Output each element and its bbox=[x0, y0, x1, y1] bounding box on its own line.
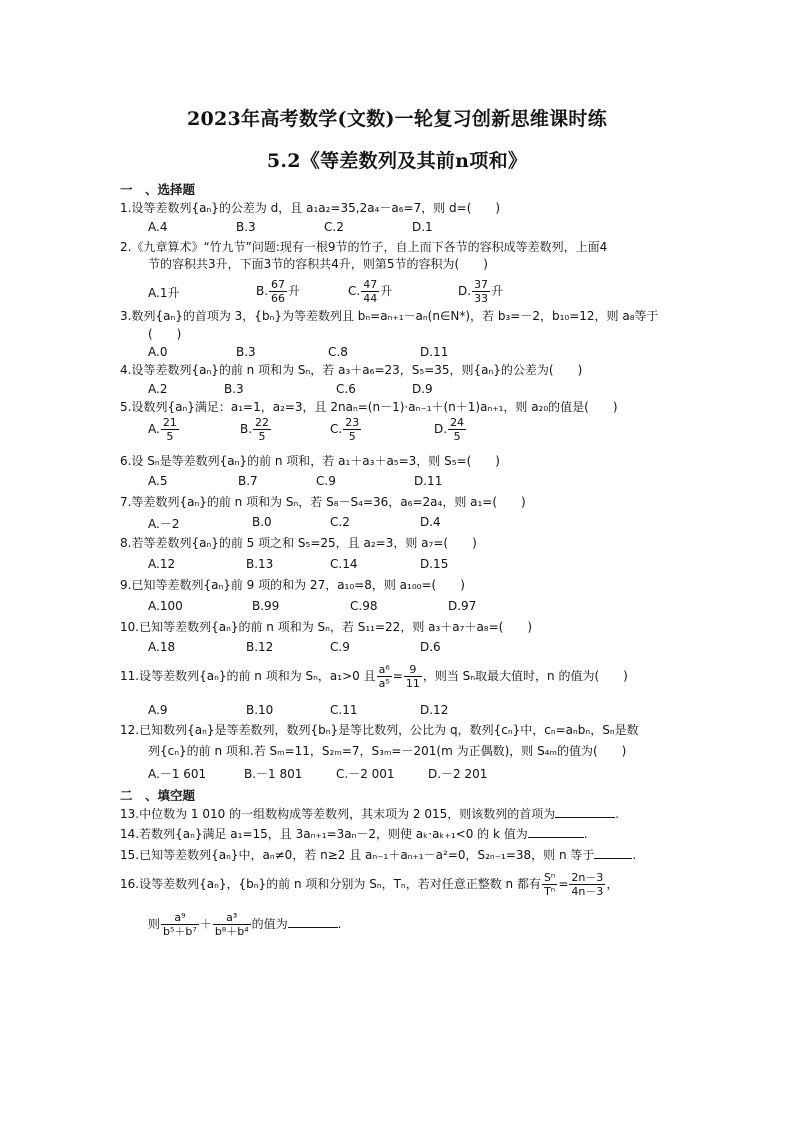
option-d: D.15 bbox=[420, 557, 449, 571]
option-a: A.2 bbox=[148, 382, 168, 396]
question-5: 5.设数列{aₙ}满足：a₁=1，a₂=3，且 2naₙ=(n－1)·aₙ₋₁＋(n＋1)aₙ₊₁，则 a₂₀的值是( ) bbox=[120, 400, 618, 414]
question-12-line2: 列{cₙ}的前 n 项和.若 Sₘ=11，S₂ₘ=7，S₃ₘ=－201(m 为正偶数)，则 S₄ₘ的值为( ) bbox=[148, 744, 627, 758]
question-13: 13.中位数为 1 010 的一组数构成等差数列，其末项为 2 015，则该数列的首项为 . bbox=[120, 807, 620, 821]
question-16-line2: 则 $\frac{\text{a⁹}}{\text{b⁵＋b⁷}}$ ＋ $\frac{\text{a³}}{\text{b⁸＋b⁴}}$ 的值为 . bbox=[148, 911, 342, 938]
option-d: D.12 bbox=[420, 703, 449, 717]
option-a: A.1升 bbox=[148, 286, 180, 300]
question-3-line2: ( ) bbox=[148, 327, 182, 341]
option-d: D. $\frac{37}{33}$ 升 bbox=[458, 278, 504, 305]
option-d: D.9 bbox=[412, 382, 433, 396]
option-a: A.－1 601 bbox=[148, 767, 207, 781]
option-c: C.8 bbox=[328, 345, 348, 359]
question-1: 1.设等差数列{aₙ}的公差为 d，且 a₁a₂=35,2a₄－a₆=7，则 d=( ) bbox=[120, 201, 501, 215]
option-b: B.3 bbox=[236, 345, 256, 359]
option-b: B.3 bbox=[224, 382, 244, 396]
option-c: C.6 bbox=[336, 382, 356, 396]
question-7: 7.等差数列{aₙ}的前 n 项和为 Sₙ，若 S₈－S₄=36，a₆=2a₄，则 a₁=( ) bbox=[120, 495, 526, 509]
question-12-line1: 12.已知数列{aₙ}是等差数列，数列{bₙ}是等比数列，公比为 q，数列{cₙ}中，cₙ=aₙbₙ，Sₙ是数 bbox=[120, 723, 639, 737]
option-c: C.2 bbox=[324, 220, 344, 234]
option-a: A.12 bbox=[148, 557, 176, 571]
option-b: B.10 bbox=[246, 703, 274, 717]
option-b: B.3 bbox=[236, 220, 256, 234]
question-16-line1: 16.设等差数列{aₙ}，{bₙ}的前 n 项和分别为 Sₙ，Tₙ，若对任意正整数 n 都有 $\frac{\text{Sⁿ}}{\text{Tⁿ}}$ = $\frac{2n-3}{4n-3}$ ， bbox=[120, 871, 619, 898]
question-15: 15.已知等差数列{aₙ}中，aₙ≠0，若 n≥2 且 aₙ₋₁＋aₙ₊₁－a²=0，S₂ₙ₋₁=38，则 n 等于 . bbox=[120, 848, 637, 862]
option-a: A.0 bbox=[148, 345, 168, 359]
question-8: 8.若等差数列{aₙ}的前 5 项之和 S₅=25，且 a₂=3，则 a₇=( ) bbox=[120, 536, 477, 550]
option-d: D. $\frac{24}{5}$ bbox=[434, 416, 465, 443]
option-b: B.12 bbox=[246, 640, 274, 654]
option-c: C.2 bbox=[330, 515, 350, 529]
page-subtitle: 5.2《等差数列及其前n项和》 bbox=[266, 150, 528, 172]
option-a: A. $\frac{21}{5}$ bbox=[148, 416, 177, 443]
question-11: 11.设等差数列{aₙ}的前 n 项和为 Sₙ，a₁>0 且 $\frac{\text{a⁶}}{\text{a⁵}}$ = $\frac{9}{11}$ ，则当 Sₙ取最大值时，n 的值为( ) bbox=[120, 663, 628, 690]
option-a: A.5 bbox=[148, 474, 168, 488]
question-4: 4.设等差数列{aₙ}的前 n 项和为 Sₙ，若 a₃＋a₆=23，S₅=35，则{aₙ}的公差为( ) bbox=[120, 363, 583, 377]
section-fill-heading: 二 、填空题 bbox=[120, 788, 196, 803]
question-3-line1: 3.数列{aₙ}的首项为 3，{bₙ}为等差数列且 bₙ=aₙ₊₁－aₙ(n∈N*)，若 b₃=－2，b₁₀=12，则 a₈等于 bbox=[120, 309, 659, 323]
option-b: B.－1 801 bbox=[244, 767, 303, 781]
option-c: C.98 bbox=[350, 599, 378, 613]
option-d: D.－2 201 bbox=[428, 767, 488, 781]
question-9: 9.已知等差数列{aₙ}前 9 项的和为 27，a₁₀=8，则 a₁₀₀=( ) bbox=[120, 578, 465, 592]
option-b: B.7 bbox=[238, 474, 258, 488]
option-c: C.11 bbox=[330, 703, 358, 717]
page-title: 2023年高考数学(文数)一轮复习创新思维课时练 bbox=[186, 108, 608, 130]
option-c: C. $\frac{23}{5}$ bbox=[330, 416, 360, 443]
option-d: D.97 bbox=[448, 599, 477, 613]
option-b: B. $\frac{67}{66}$ 升 bbox=[256, 278, 301, 305]
option-b: B.13 bbox=[246, 557, 274, 571]
option-d: D.11 bbox=[420, 345, 449, 359]
option-c: C.9 bbox=[316, 474, 336, 488]
option-d: D.4 bbox=[420, 515, 441, 529]
option-a: A.18 bbox=[148, 640, 176, 654]
option-c: C.9 bbox=[330, 640, 350, 654]
option-a: A.－2 bbox=[148, 517, 180, 531]
question-10: 10.已知等差数列{aₙ}的前 n 项和为 Sₙ，若 S₁₁=22，则 a₃＋a₇＋a₈=( ) bbox=[120, 620, 533, 634]
option-b: B.99 bbox=[252, 599, 280, 613]
option-a: A.100 bbox=[148, 599, 183, 613]
option-d: D.1 bbox=[412, 220, 433, 234]
section-choice-heading: 一 、选择题 bbox=[120, 182, 196, 197]
option-c: C.－2 001 bbox=[336, 767, 395, 781]
option-c: C. $\frac{47}{44}$ 升 bbox=[348, 278, 393, 305]
option-a: A.4 bbox=[148, 220, 168, 234]
question-6: 6.设 Sₙ是等差数列{aₙ}的前 n 项和，若 a₁＋a₃＋a₅=3，则 S₅=( ) bbox=[120, 454, 500, 468]
question-2-line2: 节的容积共3升，下面3节的容积共4升，则第5节的容积为( ) bbox=[148, 257, 488, 271]
option-b: B. $\frac{22}{5}$ bbox=[240, 416, 270, 443]
option-d: D.11 bbox=[414, 474, 443, 488]
question-2-line1: 2.《九章算术》“竹九节”问题:现有一根9节的竹子，自上而下各节的容积成等差数列，上面4 bbox=[120, 240, 608, 254]
option-a: A.9 bbox=[148, 703, 168, 717]
option-b: B.0 bbox=[252, 515, 272, 529]
option-d: D.6 bbox=[420, 640, 441, 654]
option-c: C.14 bbox=[330, 557, 358, 571]
question-14: 14.若数列{aₙ}满足 a₁=15，且 3aₙ₊₁=3aₙ－2，则使 aₖ·aₖ₊₁<0 的 k 值为 . bbox=[120, 827, 588, 841]
